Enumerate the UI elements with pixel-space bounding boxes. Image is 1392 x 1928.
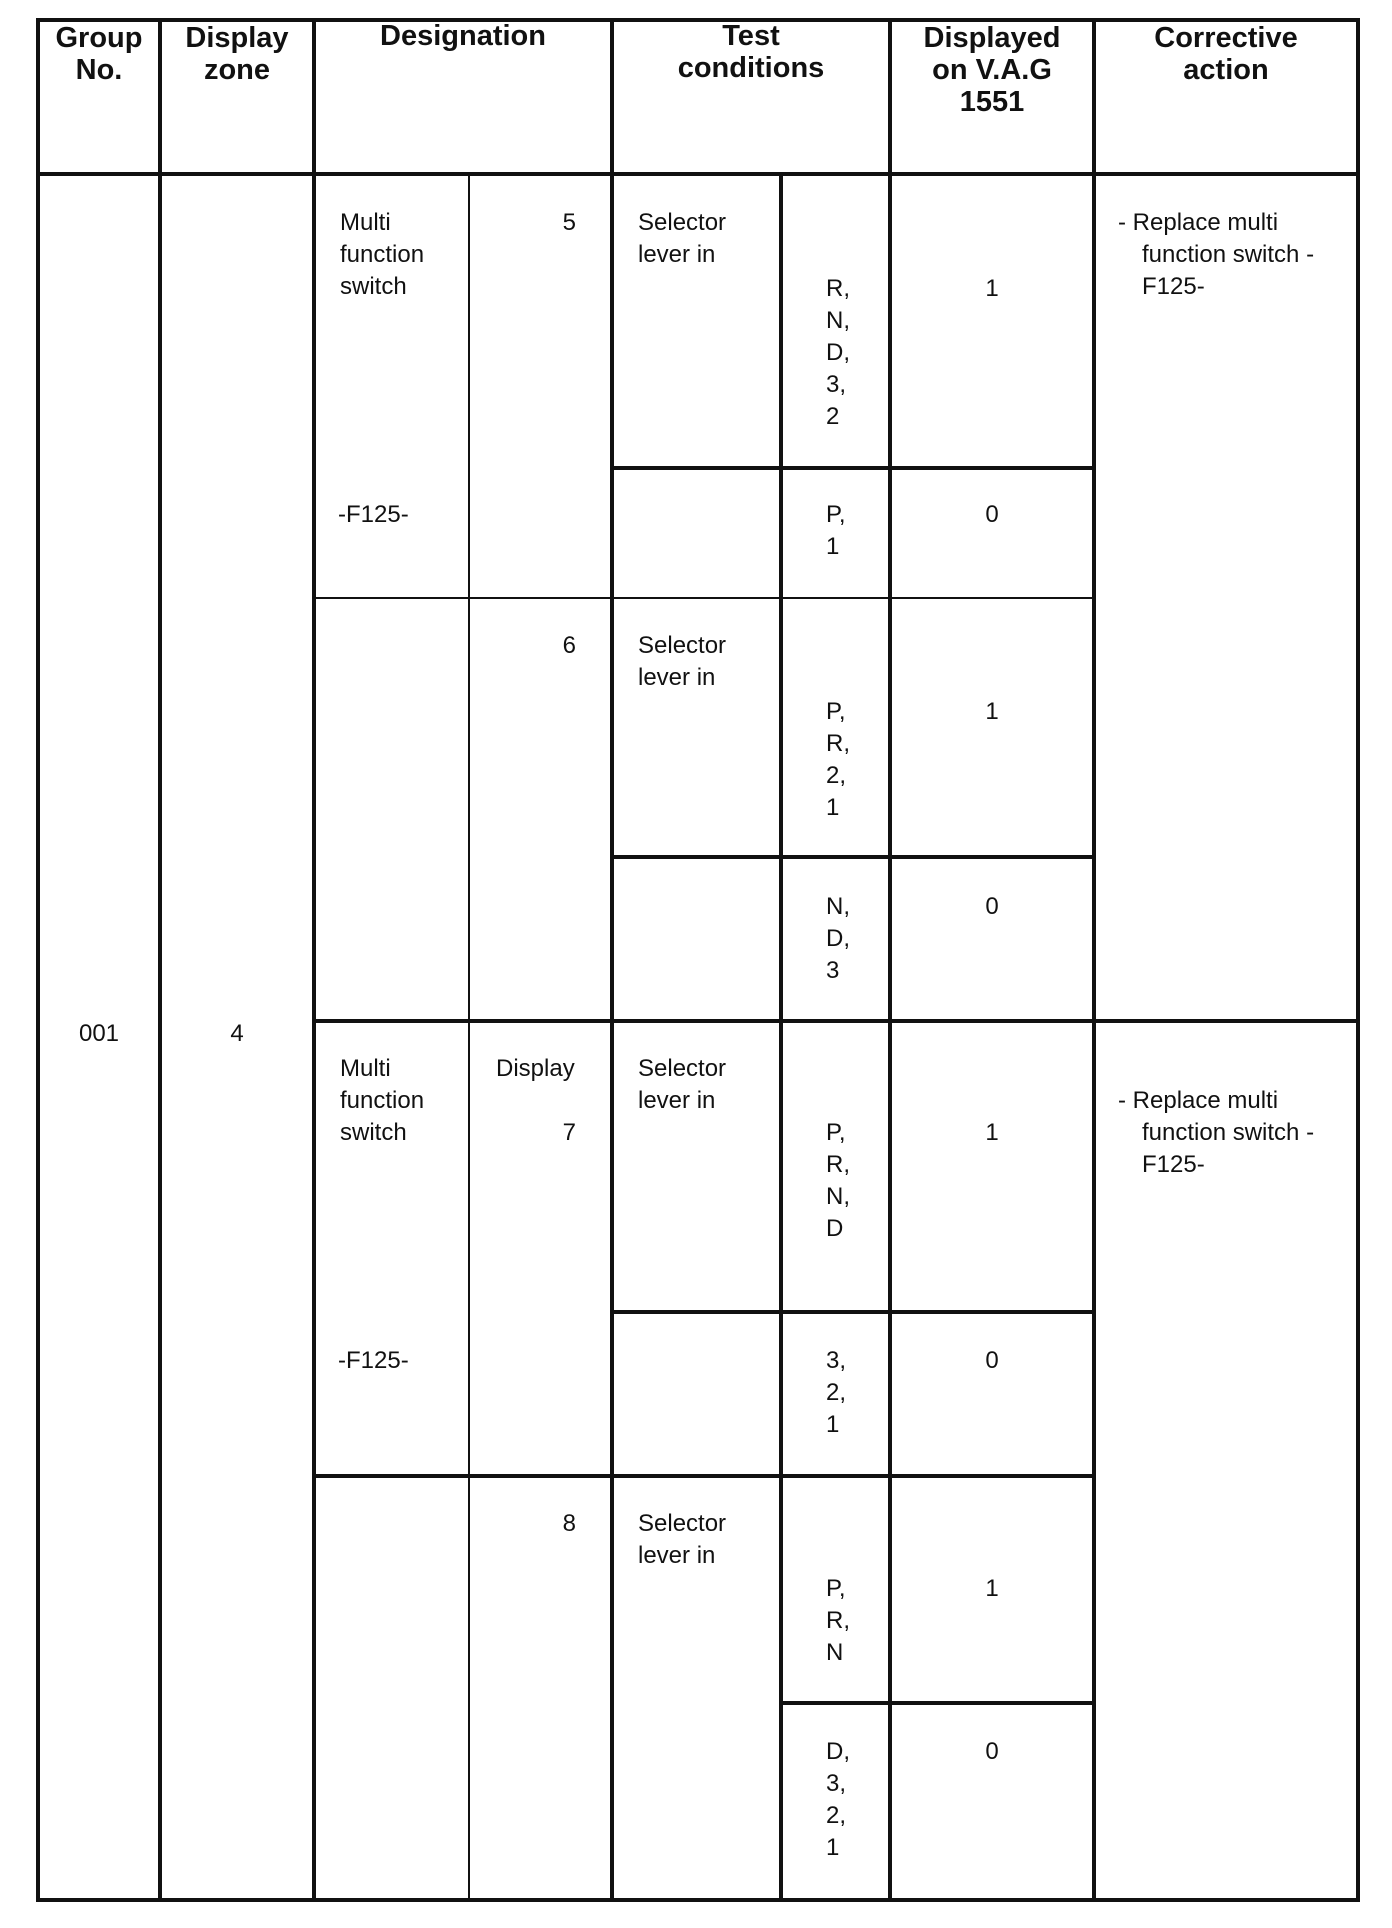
selector-label: Selector lever in: [638, 1510, 727, 1569]
selector-positions: P, R, N, D: [826, 1119, 850, 1242]
display-number: 5: [562, 209, 576, 236]
display-zone-number: 4: [230, 1020, 244, 1047]
displayed-value: 1: [985, 698, 999, 725]
selector-positions: P, R, 2, 1: [826, 698, 850, 821]
header-displayed: Displayed on V.A.G 1551: [923, 22, 1061, 118]
selector-positions: N, D, 3: [826, 893, 850, 984]
displayed-value: 1: [985, 1575, 999, 1602]
selector-positions: P, R, N: [826, 1575, 850, 1666]
displayed-value: 1: [985, 275, 999, 302]
selector-positions: D, 3, 2, 1: [826, 1738, 850, 1861]
selector-positions: P, 1: [826, 501, 846, 560]
display-number: 6: [562, 632, 576, 659]
selector-label: Selector lever in: [638, 632, 727, 691]
designation-name: Multi function switch: [340, 209, 425, 300]
displayed-value: 1: [985, 1119, 999, 1146]
displayed-value: 0: [985, 501, 999, 528]
displayed-value: 0: [985, 893, 999, 920]
displayed-value: 0: [985, 1347, 999, 1374]
designation-code: -F125-: [338, 1347, 409, 1374]
header-test-conditions: Test conditions: [677, 20, 825, 84]
corrective-action-text: - Replace multi function switch - F125-: [1118, 209, 1315, 300]
display-number: 8: [562, 1510, 576, 1537]
selector-positions: 3, 2, 1: [826, 1347, 847, 1438]
group-number: 001: [78, 1020, 120, 1047]
designation-code: -F125-: [338, 501, 409, 528]
corrective-action-text: - Replace multi function switch - F125-: [1118, 1087, 1315, 1178]
header-display-zone: Display zone: [185, 22, 289, 86]
header-designation: Designation: [380, 20, 546, 52]
display-number: 7: [562, 1119, 576, 1146]
selector-positions: R, N, D, 3, 2: [826, 275, 850, 430]
selector-label: Selector lever in: [638, 1055, 727, 1114]
displayed-value: 0: [985, 1738, 999, 1765]
display-label: Display: [496, 1055, 575, 1082]
designation-name: Multi function switch: [340, 1055, 425, 1146]
header-group-no: Group No.: [55, 22, 143, 86]
selector-label: Selector lever in: [638, 209, 727, 268]
header-corrective-action: Corrective action: [1154, 22, 1298, 86]
